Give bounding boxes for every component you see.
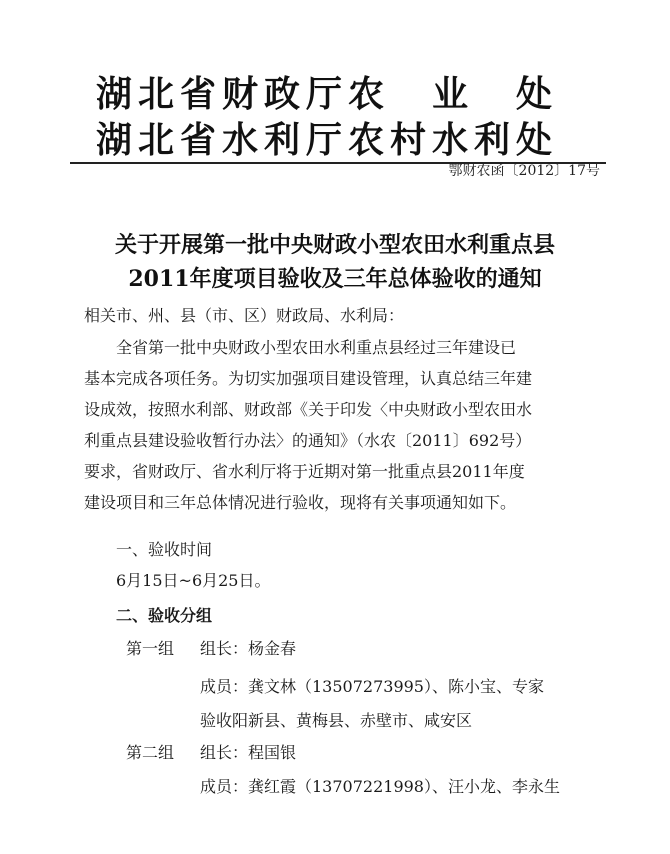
group-members: 成员：龚文林（13507273995）、陈小宝、专家 [200,677,544,696]
body-line: 建设项目和三年总体情况进行验收，现将有关事项通知如下。 [84,493,517,512]
issuer-line-1: 湖北省财政厅农 业 处 [96,74,559,115]
group-name: 第一组 [126,639,175,658]
section-heading: 一、验收时间 [116,540,213,559]
group-leader: 组长：杨金春 [200,639,297,658]
body-line: 利重点县建设验收暂行办法〉的通知》（水农〔2011〕692号） [84,431,532,450]
group-leader: 组长：程国银 [200,743,297,762]
body-line: 设成效，按照水利部、财政部《关于印发〈中央财政小型农田水 [84,400,533,419]
section-heading: 二、验收分组 [116,606,213,625]
group-name: 第二组 [126,743,175,762]
section-content: 6月15日~6月25日。 [116,571,271,590]
body-line: 要求，省财政厅、省水利厅将于近期对第一批重点县2011年度 [84,462,525,481]
group-assignment: 验收阳新县、黄梅县、赤壁市、咸安区 [200,711,473,730]
document-number: 鄂财农函〔2012〕17号 [448,163,600,179]
body-line: 基本完成各项任务。为切实加强项目建设管理，认真总结三年建 [84,369,533,388]
body-line: 全省第一批中央财政小型农田水利重点县经过三年建设已 [84,338,517,357]
issuer-line-2: 湖北省水利厅农村水利处 [96,120,559,161]
addressee: 相关市、州、县（市、区）财政局、水利局： [84,306,405,325]
title-line-2: 2011年度项目验收及三年总体验收的通知 [128,266,542,292]
group-members: 成员：龚红霞（13707221998）、汪小龙、李永生 [200,777,560,796]
title-line-1: 关于开展第一批中央财政小型农田水利重点县 [114,232,555,258]
